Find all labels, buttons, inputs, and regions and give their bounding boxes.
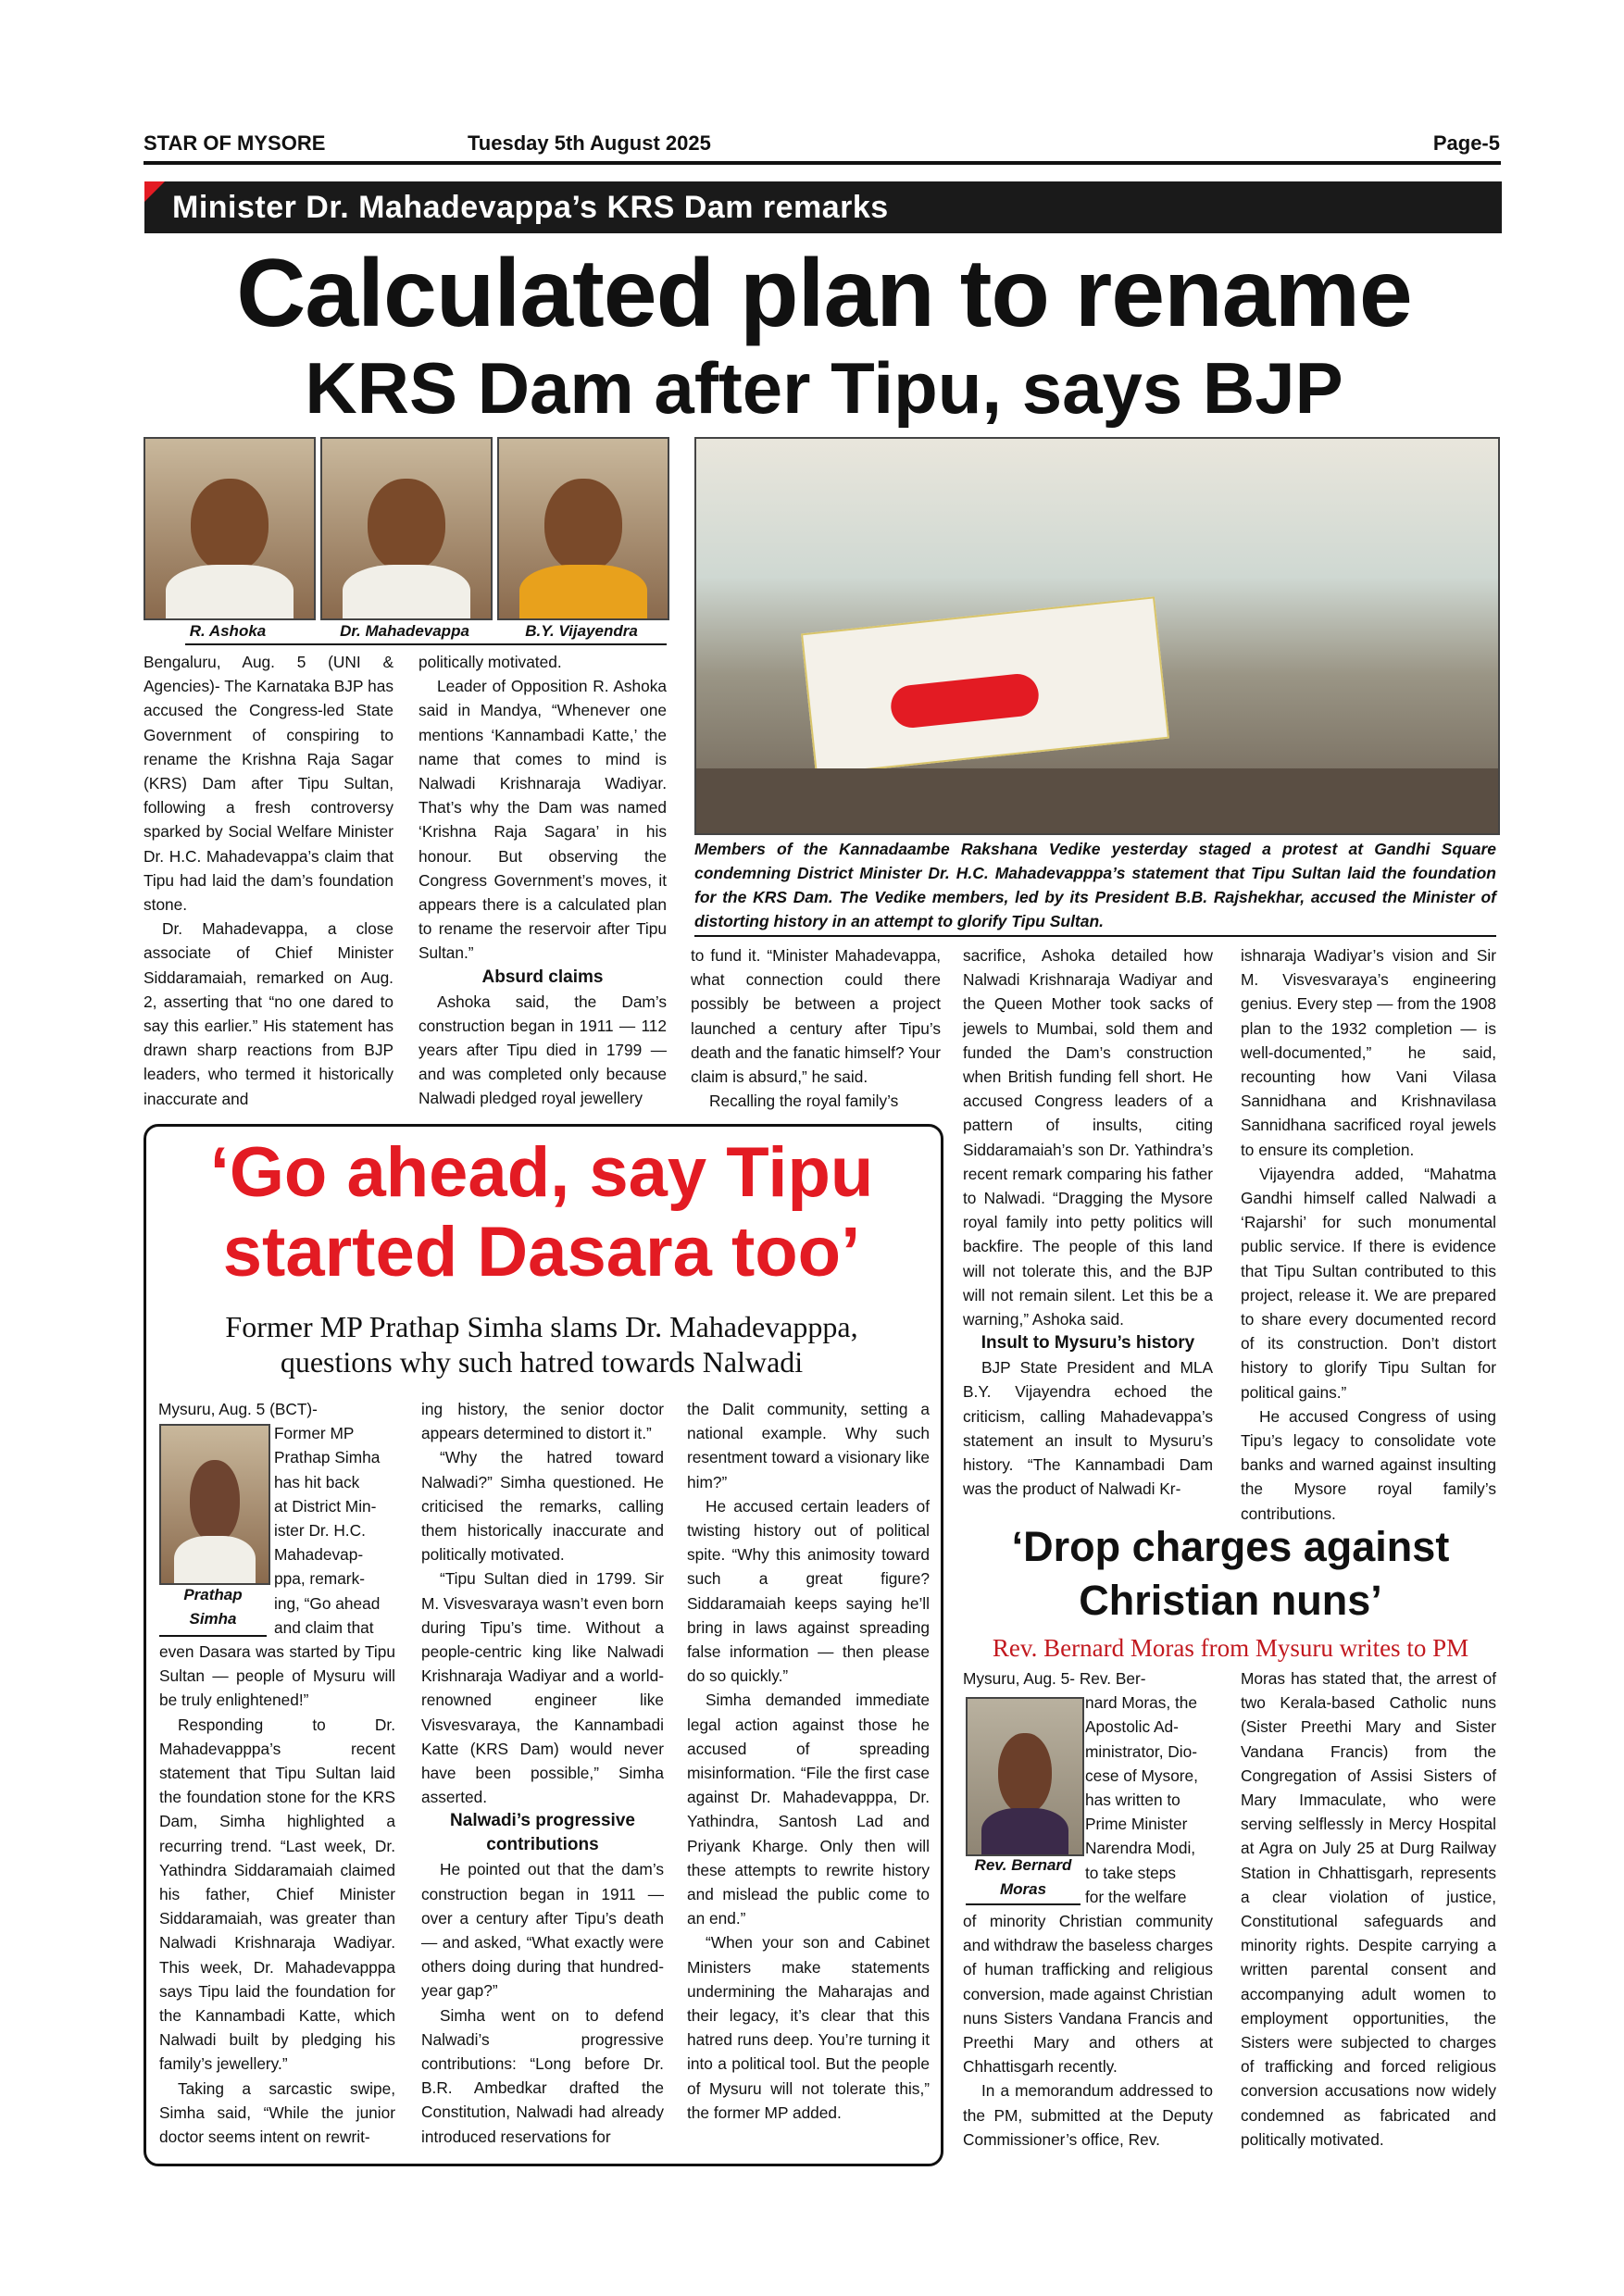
paragraph: Vijayendra added, “Mahatma Gandhi himself called Nalwadi a ‘Rajarshi’ for such monumental public service. If there is evidence that Tipu Sultan contributed to this project, release it. We are prepared to share every documented record of its construction. Don’t distort history to glorify Tipu Sultan for political gains.” (1241, 1164, 1496, 1402)
tipu-deck-line-2: questions why such hatred towards Nalwadi (280, 1345, 804, 1379)
paragraph: ishnaraja Wadiyar’s vision and Sir M. Visvesvaraya’s engineering genius. Every step — from the 1908 plan to the 1932 completion — is well-documented,” he said, recounting how Vani Vilasa Sannidhana and Krishnavilasa Sannidhana sacrificed royal jewels to ensure its completion. (1241, 946, 1496, 1159)
lead-line-4: ministrator, Dio- (1085, 1741, 1197, 1761)
lead-line-7: Mahadevap- (274, 1545, 364, 1565)
masthead (144, 131, 1500, 159)
nuns-deck: Rev. Bernard Moras from Mysuru writes to PM (992, 1634, 1469, 1662)
paragraph: to fund it. “Minister Mahadevappa, what connection could there possibly be between a project launched a century after Tipu’s death and the fanatic himself? Your claim is absurd,” he said. (691, 946, 941, 1087)
lead-line-9: to take steps (1085, 1863, 1176, 1882)
lead-line-8: ppa, remark- (274, 1569, 365, 1589)
tipu-col-1 (159, 1640, 395, 2149)
lead-line-7: Prime Minister (1085, 1815, 1188, 1834)
paragraph: the Dalit community, setting a national example. Why such resentment toward a visionary like him?” (687, 1400, 930, 1491)
lead-line-10: and claim that (274, 1617, 374, 1637)
krs-story-col-4 (963, 943, 1213, 1501)
lead-line-10: for the welfare (1085, 1887, 1187, 1906)
paragraph: Bengaluru, Aug. 5 (UNI & Agencies)- The Karnataka BJP has accused the Congress-led State Government of conspiring to rename the Krishna Raja Sagar (KRS) Dam after Tipu Sultan, following a fresh controversy sparked by Social Welfare Minister Dr. H.C. Mahadevappa’s claim that Tipu had laid the dam’s foundation stone. (144, 653, 394, 915)
krs-story-col-1 (144, 650, 394, 1111)
lead-line-6: has written to (1085, 1791, 1181, 1810)
portrait-name-bernard-moras: Rev. Bernard Moras (974, 1856, 1072, 1898)
masthead-rule (144, 161, 1501, 165)
paragraph: He pointed out that the dam’s construction began in 1911 — over a century after Tipu’s death — and asked, “What exactly were others doing during that hundred-year gap?” (421, 1860, 664, 2001)
paragraph: Responding to Dr. Mahadevapppa’s recent statement that Tipu Sultan laid the foundation stone for the KRS Dam, Simha highlighted a recurring trend. “Last week, Dr. Yathindra Siddaramaiah claimed his father, Chief Minister Siddaramaiah, was greater than Nalwadi Krishnaraja Wadiyar. This week, Dr. Mahadevapppa says Tipu laid the foundation for the Kannambadi Katte, which Nalwadi built by pledging his family’s jewellery.” (159, 1715, 395, 2074)
tipu-col-2 (421, 1397, 664, 2149)
portrait-bernard-moras (966, 1697, 1084, 1856)
lead-line-6: ister Dr. H.C. (274, 1521, 366, 1541)
paragraph: politically motivated. (418, 653, 562, 671)
paragraph: even Dasara was started by Tipu Sultan — people of Mysuru will be truly enlightened!” (159, 1642, 395, 1710)
nuns-lead-lines (963, 1666, 1213, 1909)
paragraph: He accused certain leaders of twisting history out of political spite. “Why this animosity toward such a great figure? Siddaramaiah keeps saying he’ll bring in laws against spreading false information — then please do so quickly.” (687, 1496, 930, 1686)
paragraph: Simha went on to defend Nalwadi’s progressive contributions: “Long before Dr. B.R. Ambedkar drafted the Constitution, Nalwadi had already introduced reservations for (421, 2005, 664, 2146)
tipu-headline: ‘Go ahead, say Tipu (209, 1133, 874, 1212)
portrait-prathap-simha (159, 1424, 270, 1585)
red-corner-mark (144, 181, 165, 202)
paragraph: Recalling the royal family’s (709, 1092, 899, 1111)
lead-line-2: Former MP (274, 1424, 355, 1443)
lead-line-3: Apostolic Ad- (1085, 1717, 1179, 1737)
portrait-name-prathap-simha: Prathap Simha (183, 1586, 243, 1628)
portrait-rule-simha (159, 1635, 267, 1637)
lead-line-4: has hit back (274, 1472, 360, 1491)
subhead-insult-history: Insult to Mysuru’s history (981, 1333, 1195, 1354)
issue-date: Tuesday 5th August 2025 (468, 131, 711, 155)
krs-story-col-5 (1241, 943, 1496, 1526)
lead-line-5: at District Min- (274, 1496, 377, 1516)
paragraph: Leader of Opposition R. Ashoka said in Mandya, “Whenever one mentions ‘Kannambadi Katte,’ the name that comes to mind is Nalwadi Krishnaraja Wadiyar. That’s why the Dam was named ‘Krishna Raja Sagara’ in his honour. But observing the Congress Government’s moves, it appears there is a calculated plan to rename the reservoir after Tipu Sultan.” (418, 677, 667, 963)
tipu-deck-line-1: Former MP Prathap Simha slams Dr. Mahadevapppa, (225, 1310, 858, 1343)
paragraph: Dr. Mahadevappa, a close associate of Chief Minister Siddaramaiah, remarked on Aug. 2, asserting that “no one dared to say this earlier.” His statement has drawn sharp reactions from BJP leaders, who termed it historically inaccurate and (144, 919, 394, 1108)
krs-story-col-3 (691, 943, 941, 1113)
protest-photo (694, 437, 1500, 835)
paragraph: Taking a sarcastic swipe, Simha said, “While the junior doctor seems intent on rewrit- (159, 2078, 395, 2147)
paragraph: “When your son and Cabinet Ministers make statements undermining the Maharajas and their legacy, it’s clear that this hatred runs deep. You’re turning it into a political tool. But the people of Mysuru will not tolerate this,” the former MP added. (687, 1933, 930, 2122)
nuns-col-2 (1241, 1666, 1496, 2152)
kicker-text: Minister Dr. Mahadevappa’s KRS Dam remarks (172, 190, 889, 225)
paragraph: He accused Congress of using Tipu’s legacy to consolidate vote banks and warned against insulting the Mysore royal family’s contributions. (1241, 1406, 1496, 1523)
tipu-lead-lines (158, 1397, 395, 1640)
paragraph: of minority Christian community and withdraw the baseless charges of human trafficking and religious conversion, made against Christian nuns Sisters Vandana Francis and Preethi Mary and others at Chhattisgarh recently. (963, 1912, 1213, 2077)
lead-line-1: Mysuru, Aug. 5 (BCT)- (158, 1400, 318, 1418)
paragraph: “Why the hatred toward Nalwadi?” Simha questioned. He criticised the remarks, calling them historically inaccurate and politically motivated. (421, 1448, 664, 1565)
lead-line-1: Mysuru, Aug. 5- Rev. Ber- (963, 1669, 1146, 1688)
nuns-col-1 (963, 1909, 1213, 2152)
nuns-headline-second: Christian nuns’ (1079, 1577, 1382, 1624)
paragraph: In a memorandum addressed to the PM, submitted at the Deputy Commissioner’s office, Rev. (963, 2081, 1213, 2149)
tipu-deck (148, 1309, 935, 1379)
paragraph: Moras has stated that, the arrest of two Kerala-based Catholic nuns (Sister Preethi Mary and Sister Vandana Francis) from the Congregation of Assisi Sisters of Mary Immaculate, who were serving selflessly in Mercy Hospital at Agra on July 25 at Durg Railway Station in Chhattisgarh, represents a clear violation of justice, Constitutional safeguards and minority rights. Despite carrying a written parental consent and accompanying adult women to employment opportunities, the Sisters were subjected to charges of trafficking and forced religious conversion accusations now widely condemned as fabricated and politically motivated. (1241, 1669, 1496, 2149)
portrait-rule-moras (966, 1903, 1081, 1905)
portrait-name-vijayendra: B.Y. Vijayendra (525, 622, 638, 640)
protest-photo-caption: Members of the Kannadaambe Rakshana Vedike yesterday staged a protest at Gandhi Square condemning District Minister Dr. H.C. Mahadevapppa’s statement that Tipu Sultan laid the foundation for the KRS Dam. The Vedike members, led by its President B.B. Rajshekhar, accused the Minister of distorting history in an attempt to glorify Tipu Sultan. (694, 840, 1496, 930)
lead-line-9: ing, “Go ahead (274, 1593, 381, 1613)
lead-line-5: cese of Mysore, (1085, 1766, 1198, 1785)
page-number: Page-5 (1432, 131, 1500, 155)
portrait-mahadevappa (320, 437, 493, 620)
tipu-col-3 (687, 1397, 930, 2125)
lead-line-3: Prathap Simha (274, 1448, 381, 1467)
subhead-absurd-claims: Absurd claims (481, 967, 604, 987)
paragraph: ing history, the senior doctor appears determined to distort it.” (421, 1400, 664, 1443)
paper-name: STAR OF MYSORE (144, 131, 326, 155)
portrait-name-mahadevappa: Dr. Mahadevappa (340, 622, 469, 640)
portrait-name-ashoka: R. Ashoka (189, 622, 267, 640)
portrait-rule (185, 643, 667, 645)
tipu-headline-second: started Dasara too’ (222, 1213, 861, 1292)
kicker-bar (144, 181, 1502, 233)
paragraph: Simha demanded immediate legal action against those he accused of spreading misinformation. “File the first case against Dr. Mahadevapppa, Dr. Yathindra, Santosh Lad and Priyank Kharge. Only then will these attempts to rewrite history and mislead the public come to an end.” (687, 1691, 930, 1928)
portrait-vijayendra (497, 437, 669, 620)
main-headline-second: KRS Dam after Tipu, says BJP (305, 347, 1343, 429)
main-headline: Calculated plan to rename (236, 240, 1412, 347)
caption-rule (694, 935, 1496, 937)
paragraph: Ashoka said, the Dam’s construction began in 1911 — 112 years after Tipu died in 1799 — and was completed only because Nalwadi pledged royal jewellery (418, 992, 667, 1108)
lead-line-2: nard Moras, the (1085, 1693, 1198, 1713)
subhead-progressive: Nalwadi’s progressive contributions (450, 1811, 635, 1855)
lead-line-8: Narendra Modi, (1085, 1839, 1196, 1858)
paragraph: sacrifice, Ashoka detailed how Nalwadi Krishnaraja Wadiyar and the Queen Mother took sacks of jewels to Mumbai, sold them and funded the Dam’s construction when British funding fell short. He accused Congress leaders of a pattern of insults, citing Siddaramaiah’s son Dr. Yathindra’s recent remark comparing his father to Nalwadi. “Dragging the Mysore royal family into petty politics will backfire. The people of this land will not tolerate this, and the BJP will not remain silent. Let this be a warning,” Ashoka said. (963, 946, 1213, 1329)
portrait-ashoka (144, 437, 316, 620)
paragraph: “Tipu Sultan died in 1799. Sir M. Visvesvaraya wasn’t even born during Tipu’s time. Without a people-centric king like Nalwadi Krishnaraja Wadiyar and a world-renowned engineer like Visvesvaraya, the Kannambadi Katte (KRS Dam) would never have been possible,” Simha asserted. (421, 1569, 664, 1807)
paragraph: BJP State President and MLA B.Y. Vijayendra echoed the criticism, calling Mahadevappa’s statement an insult to Mysuru’s history. “The Kannambadi Dam was the product of Nalwadi Kr- (963, 1358, 1213, 1499)
krs-story-col-2 (418, 650, 667, 1111)
nuns-headline: ‘Drop charges against (1011, 1523, 1450, 1570)
